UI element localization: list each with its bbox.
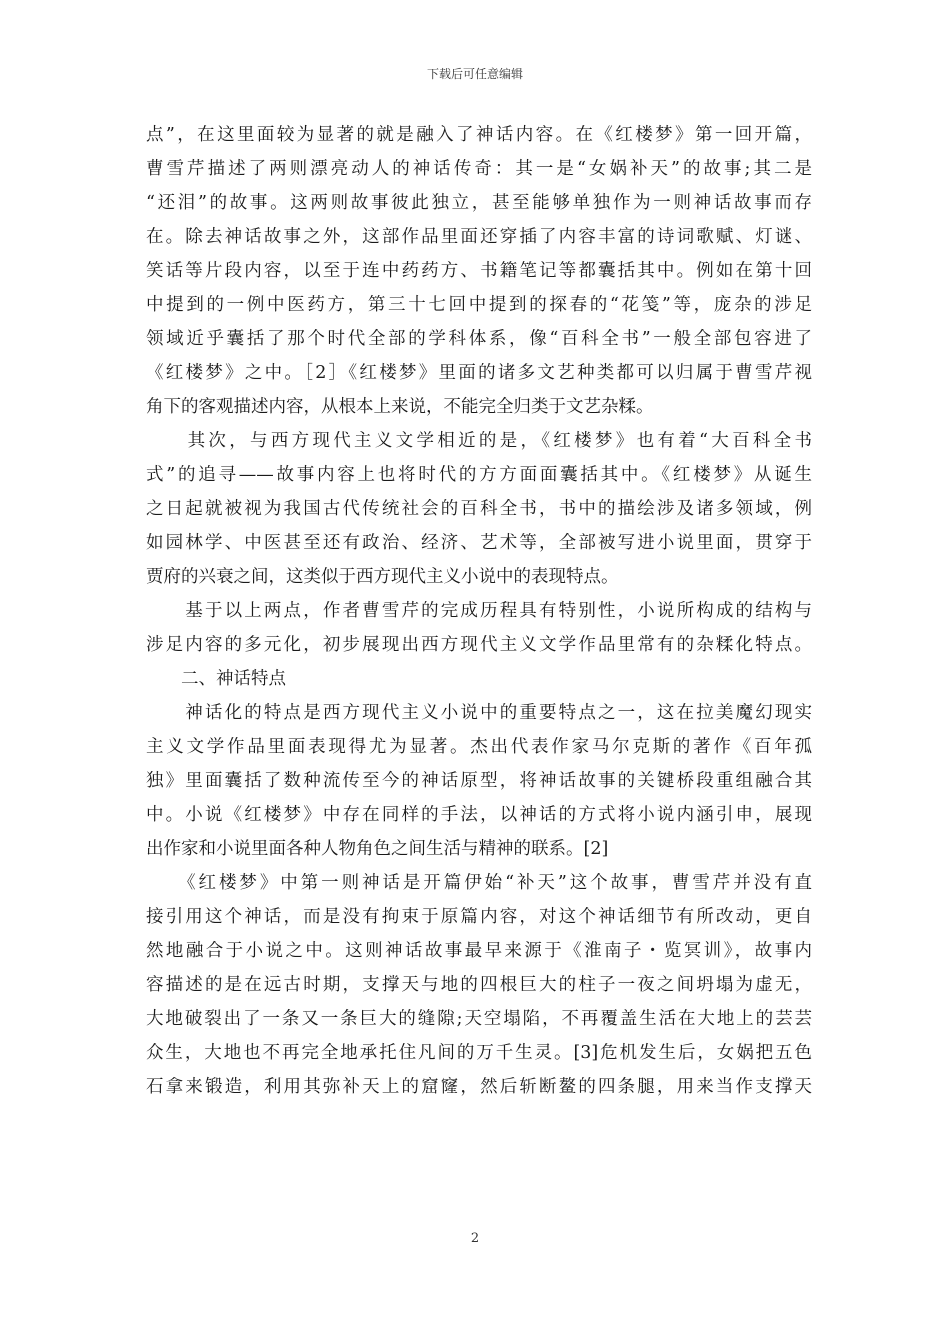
text-line: 中。小说《红楼梦》中存在同样的手法，以神话的方式将小说内涵引申，展现 bbox=[146, 805, 812, 825]
text-line: 其次，与西方现代主义文学相近的是，《红楼梦》也有着“大百科全书 bbox=[146, 431, 812, 451]
text-line: 《红楼梦》之中。［2］《红楼梦》里面的诸多文艺种类都可以归属于曹雪芹视 bbox=[146, 363, 812, 383]
text-line: 《红楼梦》中第一则神话是开篇伊始“补天”这个故事，曹雪芹并没有直 bbox=[146, 873, 812, 893]
section-heading: 二、神话特点 bbox=[146, 669, 286, 689]
text-line: “还泪”的故事。这两则故事彼此独立，甚至能够单独作为一则神话故事而存 bbox=[146, 193, 812, 213]
text-line: 主义文学作品里面表现得尤为显著。杰出代表作家马尔克斯的著作《百年孤 bbox=[146, 737, 812, 757]
text-line: 然地融合于小说之中。这则神话故事最早来源于《淮南子・览冥训》，故事内 bbox=[146, 941, 812, 961]
text-line: 点”，在这里面较为显著的就是融入了神话内容。在《红楼梦》第一回开篇， bbox=[146, 125, 812, 145]
text-line: 在。除去神话故事之外，这部作品里面还穿插了内容丰富的诗词歌赋、灯谜、 bbox=[146, 227, 812, 247]
text-line: 容描述的是在远古时期，支撑天与地的四根巨大的柱子一夜之间坍塌为虚无， bbox=[146, 975, 812, 995]
text-line: 基于以上两点，作者曹雪芹的完成历程具有特别性，小说所构成的结构与 bbox=[146, 601, 812, 621]
text-line: 领域近乎囊括了那个时代全部的学科体系，像“百科全书”一般全部包容进了 bbox=[146, 329, 812, 349]
text-line: 大地破裂出了一条又一条巨大的缝隙;天空塌陷，不再覆盖生活在大地上的芸芸 bbox=[146, 1009, 812, 1029]
text-line: 涉足内容的多元化，初步展现出西方现代主义文学作品里常有的杂糅化特点。 bbox=[146, 635, 812, 655]
page-number: 2 bbox=[470, 1231, 480, 1246]
body-text bbox=[146, 118, 812, 1104]
page-header: 下载后可任意编辑 bbox=[426, 67, 523, 81]
text-line: 神话化的特点是西方现代主义小说中的重要特点之一，这在拉美魔幻现实 bbox=[146, 703, 812, 723]
text-line: 笑话等片段内容，以至于连中药药方、书籍笔记等都囊括其中。例如在第十回 bbox=[146, 261, 812, 281]
text-line: 出作家和小说里面各种人物角色之间生活与精神的联系。[2] bbox=[146, 839, 609, 859]
text-line: 角下的客观描述内容，从根本上来说，不能完全归类于文艺杂糅。 bbox=[146, 397, 654, 417]
text-line: 中提到的一例中医药方，第三十七回中提到的探春的“花笺”等，庞杂的涉足 bbox=[146, 295, 812, 315]
text-line: 贾府的兴衰之间，这类似于西方现代主义小说中的表现特点。 bbox=[146, 567, 619, 587]
text-line: 如园林学、中医甚至还有政治、经济、艺术等，全部被写进小说里面，贯穿于 bbox=[146, 533, 812, 553]
text-line: 之日起就被视为我国古代传统社会的百科全书，书中的描绘涉及诸多领域，例 bbox=[146, 499, 812, 519]
text-line: 众生，大地也不再完全地承托住凡间的万千生灵。[3]危机发生后，女娲把五色 bbox=[146, 1043, 812, 1063]
text-line: 石拿来锻造，利用其弥补天上的窟窿，然后斩断鳌的四条腿，用来当作支撑天 bbox=[146, 1077, 812, 1097]
text-line: 独》里面囊括了数种流传至今的神话原型，将神话故事的关键桥段重组融合其 bbox=[146, 771, 812, 791]
text-line: 式”的追寻——故事内容上也将时代的方方面面囊括其中。《红楼梦》从诞生 bbox=[146, 465, 812, 485]
text-line: 曹雪芹描述了两则漂亮动人的神话传奇：其一是“女娲补天”的故事;其二是 bbox=[146, 159, 812, 179]
text-line: 接引用这个神话，而是没有拘束于原篇内容，对这个神话细节有所改动，更自 bbox=[146, 907, 812, 927]
